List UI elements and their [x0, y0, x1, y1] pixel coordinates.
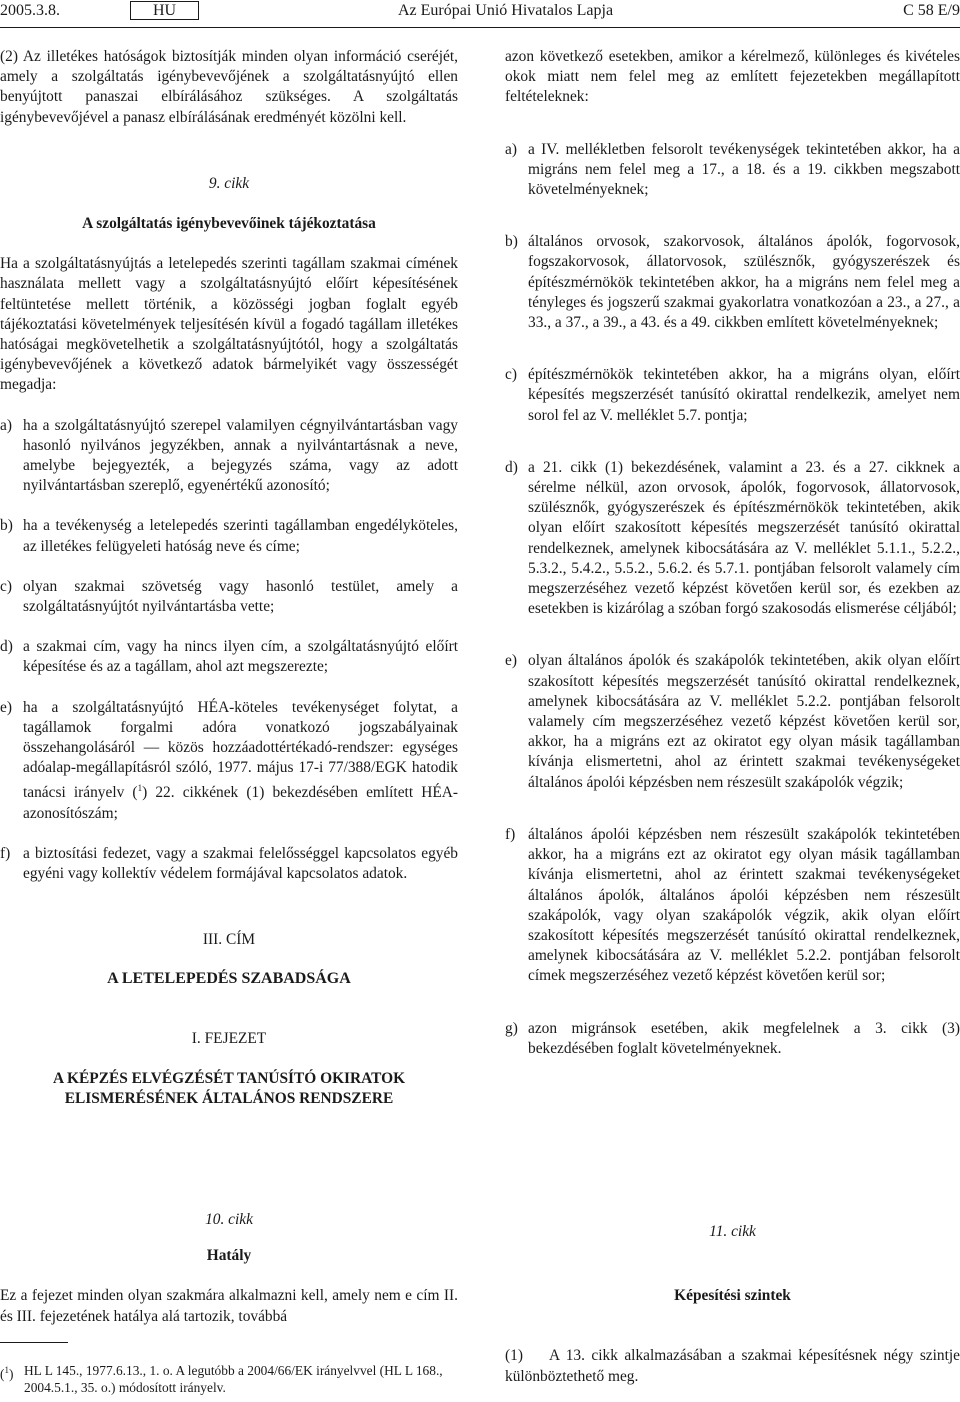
item-label: b): [505, 233, 518, 251]
title-3-heading: III. CÍM: [202, 931, 256, 949]
page-reference: C 58 E/9: [903, 2, 960, 19]
list-item: [505, 458, 960, 620]
language-code: HU: [130, 1, 199, 20]
item-text: általános ápolói képzésben nem részesült szakápolók tekintetében akkor, ha a migráns ezt az okiratot egy olyan másik tagállamban kívánja elismertetni, ahol az érintett szakmai tevékenységeket általános ápolók, általános ápolói képzésben nem részesült szakápolók, vagy olyan szakápolók végzik, akik olyan előírt szakosított képesítés megszerzését tanúsító okirattal rendelkeznek, amelynek kibocsátására az V. melléklet 5.2.2. pontjában felsorolt címek megszerzéséhez vezető képzést követően kerül sor;: [528, 825, 960, 985]
item-label: d): [0, 638, 13, 656]
footnote-rule: [0, 1342, 68, 1343]
footnote-text: HL L 145., 1977.6.13., 1. o. A legutóbb a 2004/66/EK irányelvvel (HL L 168., 2004.5.1., 35. o.) módosított irányelv.: [24, 1363, 443, 1395]
item-text: a IV. mellékletben felsorolt tevékenységek tekintetében akkor, ha a migráns nem felel meg a 17., a 18. és a 19. cikkben megszabott követelményeknek;: [528, 140, 960, 199]
footnote-mark[interactable]: 1: [137, 783, 143, 794]
item-label: f): [505, 825, 516, 843]
article-10-block: [0, 1210, 458, 1327]
article-10-text: Ez a fejezet minden olyan szakmára alkalmazni kell, amely nem e cím II. és III. fejezetének hatálya alá tartozik, továbbá: [0, 1287, 458, 1325]
list-item: [505, 365, 960, 426]
list-item: [0, 637, 458, 677]
item-text: általános orvosok, szakorvosok, általános ápolók, fogorvosok, fogszakorvosok, állatorvosok, szülésznők, gyógyszerészek és építészmérnökök tekintetében akkor, ha a migráns nem felel meg a tényleges és jogszerű szakmai gyakorlatra vonatkozóan a 23., a 27., a 33., a 37., a 39., a 43. és a 49. cikkben említett követelményeknek;: [528, 233, 960, 332]
footnote-marker: ($^1$): [0, 1365, 14, 1382]
item-text: a szakmai cím, vagy ha nincs ilyen cím, a szolgáltatásnyújtó előírt képesítése és az a tagállam, ahol azt megszerezte;: [23, 638, 458, 676]
item-label: b): [0, 517, 13, 535]
list-item: [505, 232, 960, 333]
item-label: e): [505, 652, 517, 670]
item-text: [23, 698, 458, 824]
paragraph-text: A 13. cikk alkalmazásában a szakmai képesítésnek négy szintje különböztethető meg.: [505, 1347, 960, 1385]
item-text-part: ha a szolgáltatásnyújtó HÉA-köteles tevékenységet folytat, a tagállamok forgalmi adóra vonatkozó jogszabályainak összehangolásáról — közös hozzáadottértékadó-rendszer: egységes adóalap-megállapításról szóló, 1977. május 17-i 77/388/EGK hatodik tanácsi irányelv (: [23, 698, 458, 802]
right-column: [505, 47, 960, 1059]
article-11-number: 11. cikk: [709, 1223, 756, 1240]
list-item: [505, 140, 960, 201]
article-11-paragraph-1: [505, 1346, 960, 1386]
item-text: azon migránsok esetében, akik megfelelnek a 3. cikk (3) bekezdésében foglalt követelményeknek.: [528, 1019, 960, 1057]
item-text-part: ) 22. cikkének (1) bekezdésében említett HÉA-azonosítószám;: [23, 784, 458, 822]
article-9-intro: Ha a szolgáltatásnyújtás a letelepedés szerinti tagállam szakmai címének használata mellett vagy a szolgáltatásnyújtó előírt képesítésének feltüntetése mellett történik, a közösségi jogban foglalt egyéb tájékoztatási követelmények teljesítésén kívül a fogadó tagállam illetékes hatóságai megkövetelhetik a szolgáltatásnyújtótól, hogy a szolgáltatás igénybevevőjének a következő adatok bármelyikét vagy összességét megadja:: [0, 255, 458, 394]
header-rule: [0, 27, 960, 28]
item-label: g): [505, 1019, 518, 1037]
item-label: d): [505, 458, 518, 476]
item-label: e): [0, 698, 12, 716]
list-item: [0, 516, 458, 556]
right-intro: azon következő esetekben, amikor a kérelmező, különleges és kivételes okok miatt nem felel meg az említett fejezetekben megállapított feltételeknek:: [505, 48, 960, 106]
left-column: [0, 47, 458, 1109]
article-10-title: Hatály: [206, 1247, 252, 1265]
item-text: olyan általános ápolók és szakápolók tekintetében, akik olyan előírt szakosított képesítés megszerzését tanúsító okirattal rendelkeznek, amelynek kibocsátására az V. melléklet 5.2.2. pontjában felsorolt valamely cím megszerzéséhez vezető képzést követően kerül sor, akkor, ha a migráns ezt az okiratot egy olyan másik tagállamban kívánja elismertetni, ahol az érintett szakmai tevékenységeket általános ápolói képzésben nem részesült szakápolók végzik;: [528, 652, 960, 791]
paragraph-2: (2) Az illetékes hatóságok biztosítják minden olyan információ cseréjét, amely a szolgáltatás igénybevevőjének a szolgáltatásnyújtó ellen benyújtott panaszai elbírálásához szükséges. A szolgáltatás igénybevevőjével a panasz elbírálásának eredményét közölni kell.: [0, 48, 458, 126]
title-3-name: A LETELEPEDÉS SZABADSÁGA: [107, 969, 351, 987]
article-9-number: 9. cikk: [208, 174, 250, 192]
item-text: építészmérnökök tekintetében akkor, ha a migráns olyan, előírt képesítés megszerzését tanúsító okirattal rendelkezik, amelyet nem sorol fel az V. melléklet 5.7. pontja;: [528, 366, 960, 424]
item-label: a): [505, 140, 517, 158]
item-label: c): [505, 366, 517, 384]
list-item: [505, 825, 960, 987]
item-text: ha a szolgáltatásnyújtó szerepel valamilyen cégnyilvántartásban vagy hasonló nyilvános jegyzékben, annak a nyilvántartásnak a neve, amelybe bejegyezték, a bejegyzés száma, vagy az adott nyilvántartásban szereplő, egyenértékű azonosító;: [23, 416, 458, 495]
item-label: f): [0, 845, 11, 863]
publication-date: 2005.3.8.: [0, 2, 60, 19]
footnote: [0, 1362, 458, 1396]
article-10-number: 10. cikk: [205, 1211, 253, 1228]
item-text: a 21. cikk (1) bekezdésének, valamint a 23. és a 27. cikknek a sérelme nélkül, azon orvosok, ápolók, fogorvosok, állatorvosok, szülésznők, gyógyszerészek és építészmérnökök tekintetében, akik olyan előírt szakosított képesítés megszerzését tanúsító okirattal rendelkeznek, amelynek kibocsátására az V. melléklet 5.1.1., 5.2.2., 5.3.2., 5.4.2., 5.5.2., 5.6.2. és 5.7.1. pontjában felsorolt valamely cím megszerzéséhez vezető képzést követően kerül sor, és ezekben az esetekben is kizárólag a szóban forgó szakosodás elismerése céljából;: [528, 458, 960, 618]
article-9-title: A szolgáltatás igénybevevőinek tájékoztatása: [82, 215, 376, 233]
paragraph-label: (1): [505, 1347, 523, 1365]
list-item: [0, 844, 458, 884]
list-item: [0, 577, 458, 617]
item-label: c): [0, 577, 12, 595]
article-11-block: [505, 1222, 960, 1387]
language-code-badge: [130, 0, 199, 22]
article-11-title: Képesítési szintek: [674, 1287, 791, 1305]
journal-title: Az Európai Unió Hivatalos Lapja: [398, 2, 614, 19]
list-item: [505, 651, 960, 792]
item-text: a biztosítási fedezet, vagy a szakmai felelősséggel kapcsolatos egyéb egyéni vagy kollektív védelem formájával kapcsolatos adatok.: [23, 845, 458, 883]
item-text: ha a tevékenység a letelepedés szerinti tagállamban engedélyköteles, az illetékes felügyeleti hatóság neve és címe;: [23, 517, 458, 555]
chapter-1-heading: I. FEJEZET: [191, 1029, 267, 1047]
list-item: [0, 698, 458, 824]
list-item: [505, 1019, 960, 1059]
chapter-1-name: A KÉPZÉS ELVÉGZÉSÉT TANÚSÍTÓ OKIRATOK ELISMERÉSÉNEK ÁLTALÁNOS RENDSZERE: [52, 1070, 406, 1108]
item-text: olyan szakmai szövetség vagy hasonló testület, amely a szolgáltatásnyújtót nyilvántartásba vette;: [23, 577, 458, 616]
item-label: a): [0, 416, 12, 434]
list-item: [0, 416, 458, 497]
